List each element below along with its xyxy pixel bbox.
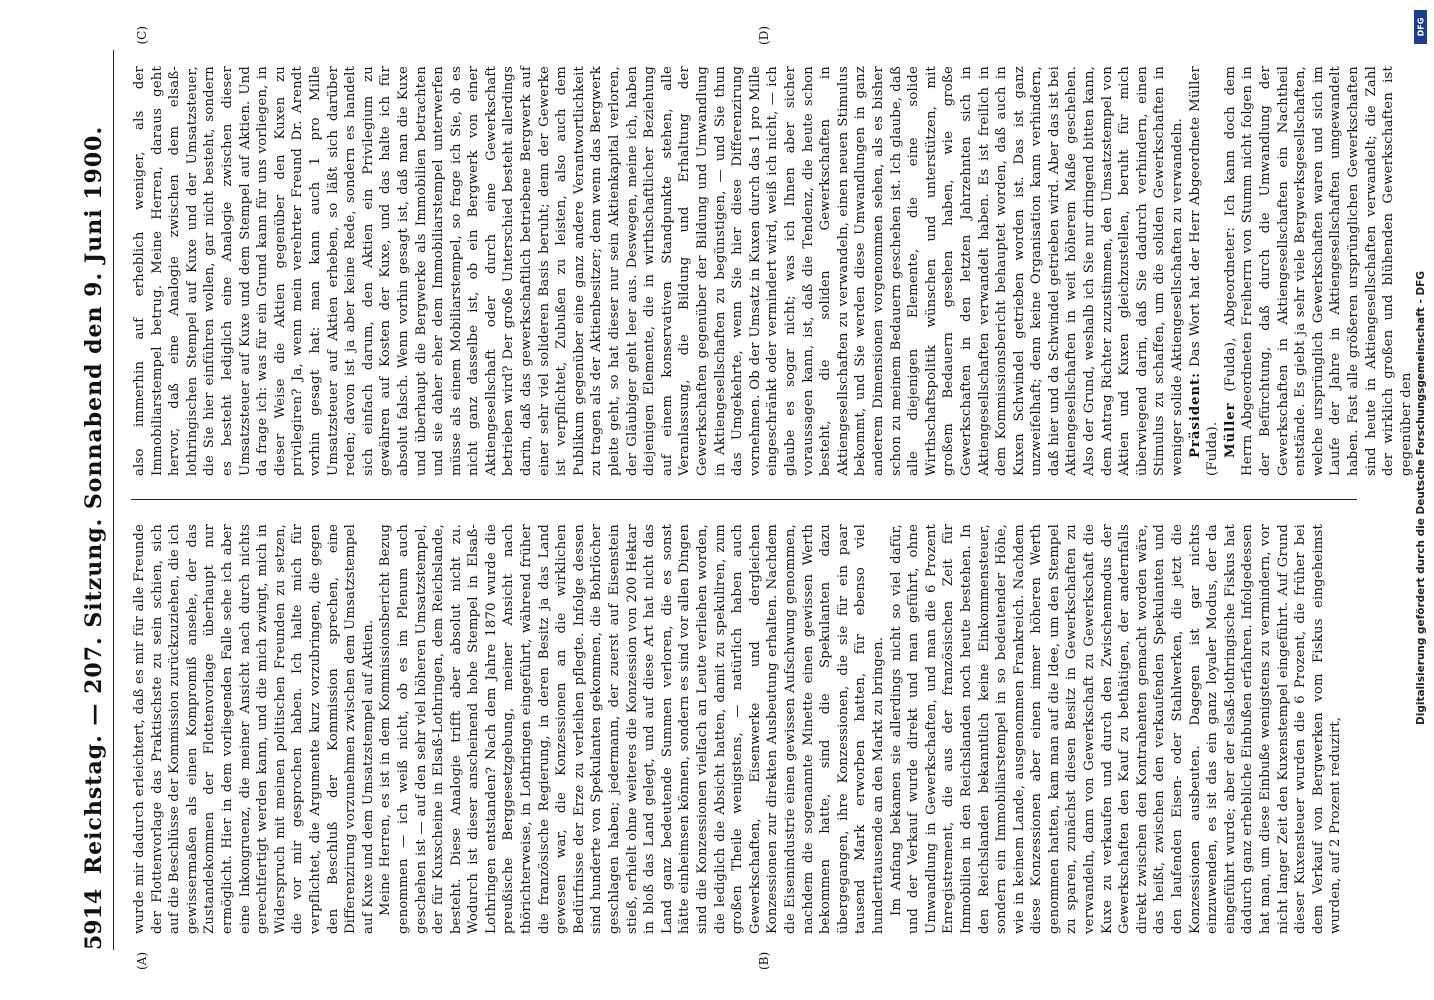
- watermark-text: Digitalisierung gefördert durch die Deutsche Forschungsgemeinschaft - DFG: [1415, 271, 1427, 725]
- column-divider: [131, 499, 1357, 500]
- speaker-text: (Fulda), Abgeordneter: Ich kann doch dem Herrn Abgeordneten Freiherrn von Stumm nicht folgen in der Befürchtung, daß durch die Umwandlung der Gewerkschaften in Aktiengesellschaften ein Nachtheil entstände. Es giebt ja sehr viele Bergwerksgesellschaften, welche ursprünglich Gewerkschaften waren und sich im Laufe der Jahre in Aktiengesellschaften umgewandelt haben. Fast alle größeren ursprünglichen Gewerkschaften sind heute in Aktiengesellschaften verwandelt; die Zahl der wirklich großen und blühenden Gewerkschaften ist gegenüber den: [1222, 66, 1414, 476]
- speaker-name: Präsident:: [1187, 371, 1203, 458]
- margin-label-d: (D): [757, 26, 771, 45]
- margin-label-c: (C): [135, 26, 149, 45]
- paragraph: Meine Herren, es ist in dem Kommissionsbericht Bezug genommen — ich weiß nicht, ob es im Plenum auch geschehen ist — auf den sehr viel höheren Umsatzstempel, der für Kuxscheine in Elsaß-Lothringen, dem Reichslande, besteht. Diese Analogie trifft aber absolut nicht zu. Wodurch ist dieser anscheinend hohe Stempel in Elsaß-Lothringen entstanden? Nach dem Jahre 1870 wurde die preußische Berggesetzgebung, meiner Ansicht nach thörichterweise, in Lothringen eingeführt, während früher die französische Regierung, in deren Besitz ja das Land gewesen war, die Konzessionen an die wirklichen Bedürfnisse der Erze zu verleihen pflegte. Infolge dessen sind hunderte von Spekulanten gekommen, die Bohrlöcher geschlagen haben; jedermann, der zuerst auf Eisenstein stieß, erhielt ohne weiteres die Konzession von 200 Hektar in bloß das Land gelegt, und auf diese Art hat nicht das Land ganz bedeutende Summen verloren, die es sonst hätte einheimsen können, sondern es sind vor allen Dingen sind die Konzessionen vielfach an Leute verliehen worden, die lediglich die Absicht hatten, damit zu spekuliren, zum großen Theile wenigstens, — natürlich haben auch Gewerkschaften, Eisenwerke und dergleichen Konzessionen zur direkten Ausbeutung erhalten. Nachdem die Eisenindustrie einen gewissen Aufschwung genommen, nachdem die sogenannte Minette einen gewissen Werth bekommen hatte, sind die Spekulanten dazu übergegangen, ihre Konzessionen, die sie für ein paar tausend Mark erworben hatten, für ebenso viel hunderttausende an den Markt zu bringen.: [378, 524, 886, 934]
- page-number: 5914: [81, 888, 107, 950]
- speaker-name: Müller: [1222, 402, 1238, 458]
- paragraph: Im Anfang bekamen sie allerdings nicht so viel dafür, und der Verkauf wurde direkt und man geführt, ohne Umwandlung in Gewerkschaften, und man die 6 Prozent Enregistrement, die aus der französischen Zeit für Immobilien in den Reichslanden noch heute bestehen. In den Reichslanden bekanntlich keine Einkommensteuer, sondern ein Immobiliarstempel in so bedeutender Höhe, wie in keinem Lande, ausgenommen Frankreich. Nachdem diese Konzessionen aber einen immer höheren Werth genommen hatten, kam man auf die Idee, um den Stempel zu sparen, zunächst diesen Besitz in Gewerkschaften zu verwandeln, dann von Gewerkschaft zu Gewerkschaft die Kuxe zu verkaufen und durch den Zwischenmodus der Gewerkschaften den Kauf zu bethätigen, der andernfalls direkt zwischen den Kontrahenten gemacht worden wäre, das heißt, zwischen den verkaufenden Spekulanten und den laufenden Eisen- oder Stahlwerken, die jetzt die Konzessionen ausbeuten. Dagegen ist gar nichts einzuwenden, es ist das ein ganz loyaler Modus, der da eingeführt wurde; aber der elsaß-lothringische Fiskus hat dadurch ganz erhebliche Einbußen erfahren. Infolgedessen hat man, um diese Einbuße wenigstens zu vermindern, vor nicht langer Zeit den Kuxenstempel eingeführt. Auf Grund dieser Kuxensteuer wurden die 6 Prozent, die früher bei dem Verkauf von Bergwerken vom Fiskus eingeheimst wurden, auf 2 Prozent reduzirt,: [888, 524, 1344, 934]
- right-column: [131, 66, 1414, 476]
- speaker-text: Das Wort hat der Herr Abgeordnete Müller (Fulda).: [1187, 66, 1221, 476]
- digitization-watermark: [1414, 8, 1428, 988]
- dfg-logo-text: DFG: [1416, 17, 1425, 37]
- page-title: Reichstag. — 207. Sitzung. Sonnabend den 9. Juni 1900.: [81, 125, 107, 875]
- speaker-paragraph: [1187, 66, 1222, 476]
- left-column: [131, 524, 1357, 934]
- rotated-document-page: [57, 20, 1414, 980]
- page-header: [79, 50, 114, 950]
- margin-label-b: (B): [757, 951, 771, 970]
- speaker-paragraph: [1222, 66, 1416, 476]
- margin-label-a: (A): [135, 951, 149, 970]
- paragraph: also immerhin auf erheblich weniger, als der Immobiliarstempel betrug. Meine Herren, daraus geht hervor, daß eine Analogie zwischen dem elsaß-lothringischen Stempel auf Kuxe und der Umsatzsteuer, die Sie hier einführen wollen, gar nicht besteht, sondern es besteht lediglich eine Analogie zwischen dieser Umsatzsteuer auf Kuxe und dem Stempel auf Aktien. Und da frage ich: was für ein Grund kann für uns vorliegen, in dieser Weise die Aktien gegenüber den Kuxen zu privilegiren? Ja, wenn mein verehrter Freund Dr. Arendt vorhin gesagt hat: man kann auch 1 pro Mille Umsatzsteuer auf Aktien erheben, so läßt sich darüber reden; davon ist ja aber keine Rede, sondern es handelt sich einfach darum, den Aktien ein Privilegium zu gewähren auf Kosten der Kuxe, und das halte ich für absolut falsch. Wenn vorhin gesagt ist, daß man die Kuxe und überhaupt die Bergwerke als Immobilien betrachten und sie daher eher dem Immobiliarstempel unterwerfen müsse als einem Mobiliarstempel, so frage ich Sie, ob es nicht ganz dasselbe ist, ob ein Bergwerk von einer Aktiengesellschaft oder durch eine Gewerkschaft betrieben wird? Der große Unterschied besteht allerdings darin, daß das gewerkschaftlich betriebene Bergwerk auf einer sehr viel solideren Basis beruht; denn der Gewerke ist verpflichtet, Zubußen zu leisten, also auch dem Publikum gegenüber eine ganz andere Verantwortlichkeit zu tragen als der Aktienbesitzer; denn wenn das Bergwerk pleite geht, so hat dieser nur sein Aktienkapital verloren, der Gläubiger geht leer aus. Deswegen, meine ich, haben diejenigen Elemente, die in wirthschaftlicher Beziehung auf einem konservativen Standpunkte stehen, alle Veranlassung, die Bildung und Erhaltung der Gewerkschaften gegenüber der Bildung und Umwandlung in Aktiengesellschaften zu begünstigen, — und Sie thun das Umgekehrte, wenn Sie hier diese Differenzirung vornehmen. Ob der Umsatz in Kuxen durch das 1 pro Mille eingeschränkt oder vermindert wird, weiß ich nicht, — ich glaube es sogar nicht; was ich Ihnen aber sicher voraussagen kann, ist, daß die Tendenz, die heute schon besteht, die soliden Gewerkschaften in Aktiengesellschaften zu verwandeln, einen neuen Stimulus bekommt, und Sie werden diese Umwandlungen in ganz anderem Dimensionen vorgenommen sehen, als es bisher schon zu meinem Bedauern geschehen ist. Ich glaube, daß alle diejenigen Elemente, die eine solide Wirthschaftspolitik wünschen und unterstützen, mit großem Bedauern gesehen haben, wie große Gewerkschaften in den letzten Jahrzehnten sich in Aktiengesellschaften verwandelt haben. Es ist freilich in dem Kommissionsbericht behauptet worden, daß auch in Kuxen Schwindel getrieben worden ist. Das ist ganz unzweifelhaft; denn keine Organisation kann verhindern, daß hier und da Schwindel getrieben wird. Aber das ist bei Aktiengesellschaften in weit höherem Maße geschehen. Also der Grund, weshalb ich Sie nur dringend bitten kann, dem Antrag Richter zuzustimmen, den Umsatzstempel von Aktien und Kuxen gleichzustellen, beruht für mich überwiegend darin, daß Sie dadurch verhindern, einen Stimulus zu schaffen, um die soliden Gewerkschaften in weniger solide Aktiengesellschaften zu verwandeln.: [132, 66, 1186, 476]
- paragraph: wurde mir dadurch erleichtert, daß es mir für alle Freunde der Flottenvorlage das Praktischste zu sein schien, sich auf die Beschlüsse der Kommission zurückzuziehen, die ich gewissermaßen als einen Kompromiß ansehe, der das Zustandekommen der Flottenvorlage überhaupt nur ermöglicht. Hier in dem vorliegenden Falle sehe ich aber eine Inkongruenz, die meiner Ansicht nach durch nichts gerechtfertigt werden kann, und die mich zwingt, mich in Widerspruch mit meinen politischen Freunden zu setzen, die vor mir gesprochen haben. Ich halte mich für verpflichtet, die Argumente kurz vorzubringen, die gegen den Beschluß der Kommission sprechen, eine Differenzirung vorzunehmen zwischen dem Umsatzstempel auf Kuxe und dem Umsatzstempel auf Aktien.: [132, 524, 376, 934]
